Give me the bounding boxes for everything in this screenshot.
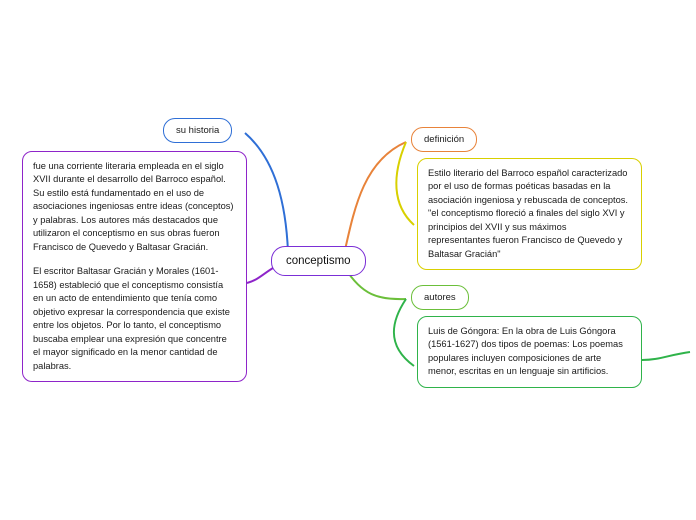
branch-node-definicion[interactable] <box>411 127 477 152</box>
detail-paragraph-2: El escritor Baltasar Gracián y Morales (1601-1658) estableció que el conceptismo consistía en un acto de entendimiento que tenía como objetivo expresar la correspondencia que existe entre los objetos. Por lo tanto, el conceptismo buscaba emplear una expresión que concentre el mayor significado en la menor cantidad de palabras. <box>33 266 230 371</box>
branch-node-autores[interactable] <box>411 285 469 310</box>
detail-paragraph-1: fue una corriente literaria empleada en el siglo XVII durante el desarrollo del Barroco español. Su estilo está fundamentado en el uso de asociaciones ingeniosas entre ideas (conceptos) y palabras. Los autores más destacados que utilizaron el conceptismo en sus obras fueron Francisco de Quevedo y Baltasar Gracián. <box>33 161 234 252</box>
detail-node-definicion[interactable] <box>417 158 642 270</box>
detail-node-autores[interactable] <box>417 316 642 388</box>
branch-node-su-historia[interactable] <box>163 118 232 143</box>
central-node[interactable] <box>271 246 366 276</box>
branch-label-su-historia: su historia <box>176 125 220 136</box>
branch-label-autores: autores <box>424 292 456 303</box>
detail-text-autores: Luis de Góngora: En la obra de Luis Góngora (1561-1627) dos tipos de poemas: Los poemas populares incluyen composiciones de arte menor, escritas en un lenguaje sin artificios. <box>428 326 623 377</box>
central-node-label: conceptismo <box>286 255 351 267</box>
detail-node-su-historia[interactable] <box>22 151 247 382</box>
branch-label-definicion: definición <box>424 134 465 145</box>
detail-text-definicion: Estilo literario del Barroco español caracterizado por el uso de formas poéticas basadas en la asociación ingeniosa y rebuscada de conceptos. "el conceptismo floreció a finales del siglo XVI y principios del XVII y sus máximos representantes fueron Francisco de Quevedo y Baltasar Gracián" <box>428 168 629 259</box>
